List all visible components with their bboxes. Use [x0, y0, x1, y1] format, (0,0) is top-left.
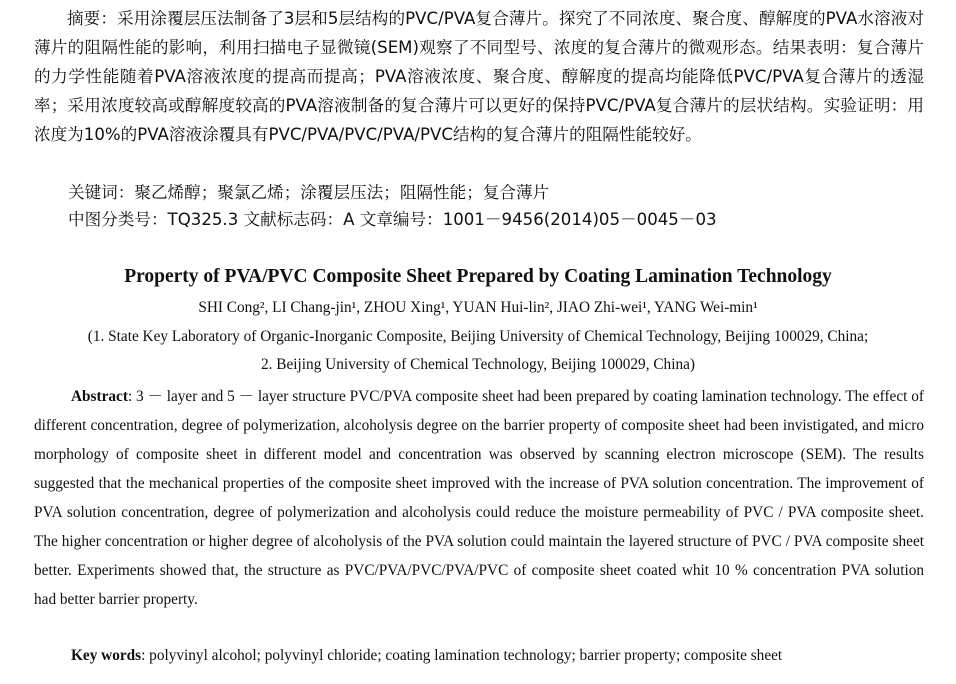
english-abstract-text: : 3 － layer and 5 － layer structure PVC/PVA composite sheet had been prepared by coating lamination technology. The effect of different concentration, degree of polymerization, alcoholysis degree on the barrier property of composite sheet had been invistigated, and micro morphology of composite sheet in different model and concentration was observed by scanning electron microscope (SEM). The results suggested that the mechanical properties of the composite sheet improved with the increase of PVA solution concentration. The improvement of PVA solution concentration, degree of polymerization and alcoholysis could reduce the moisture permeability of PVC / PVA composite sheet. The higher concentration or higher degree of alcoholysis of the PVA solution could maintain the layered structure of PVC / PVA composite sheet better. Experiments showed that, the structure as PVC/PVA/PVC/PVA/PVC of composite sheet coated whit 10 % concentration PVA solution had better barrier property.	[34, 388, 924, 608]
english-keywords	[71, 643, 782, 669]
author-list: SHI Cong², LI Chang-jin¹, ZHOU Xing¹, YUAN Hui-lin², JIAO Zhi-wei¹, YANG Wei-min¹	[198, 299, 758, 316]
affiliation-2: 2. Beijing University of Chemical Technology, Beijing 100029, China)	[261, 356, 695, 373]
chinese-keywords-label: 关键词：	[68, 183, 135, 202]
classification-line: 中图分类号：TQ325.3 文献标志码：A 文章编号：1001－9456(2014)05－0045－03	[68, 210, 717, 229]
english-abstract-label: Abstract	[71, 388, 128, 405]
chinese-keywords	[68, 178, 549, 207]
chinese-abstract	[34, 4, 924, 149]
english-title: Property of PVA/PVC Composite Sheet Prepared by Coating Lamination Technology	[124, 266, 832, 287]
affiliation-1: (1. State Key Laboratory of Organic-Inorganic Composite, Beijing University of Chemical Technology, Beijing 100029, China;	[87, 328, 869, 345]
chinese-abstract-label: 摘要：	[67, 9, 118, 28]
chinese-abstract-text: 采用涂覆层压法制备了3层和5层结构的PVC/PVA复合薄片。探究了不同浓度、聚合度、醇解度的PVA水溶液对薄片的阻隔性能的影响，利用扫描电子显微镜(SEM)观察了不同型号、浓度的复合薄片的微观形态。结果表明：复合薄片的力学性能随着PVA溶液浓度的提高而提高；PVA溶液浓度、聚合度、醇解度的提高均能降低PVC/PVA复合薄片的透湿率；采用浓度较高或醇解度较高的PVA溶液制备的复合薄片可以更好的保持PVC/PVA复合薄片的层状结构。实验证明：用浓度为10%的PVA溶液涂覆具有PVC/PVA/PVC/PVA/PVC结构的复合薄片的阻隔性能较好。	[34, 9, 925, 144]
english-keywords-text: : polyvinyl alcohol; polyvinyl chloride; coating lamination technology; barrier property; composite sheet	[141, 647, 783, 664]
chinese-keywords-text: 聚乙烯醇；聚氯乙烯；涂覆层压法；阻隔性能；复合薄片	[134, 183, 550, 202]
english-keywords-label: Key words	[71, 647, 142, 664]
english-abstract	[34, 382, 924, 614]
